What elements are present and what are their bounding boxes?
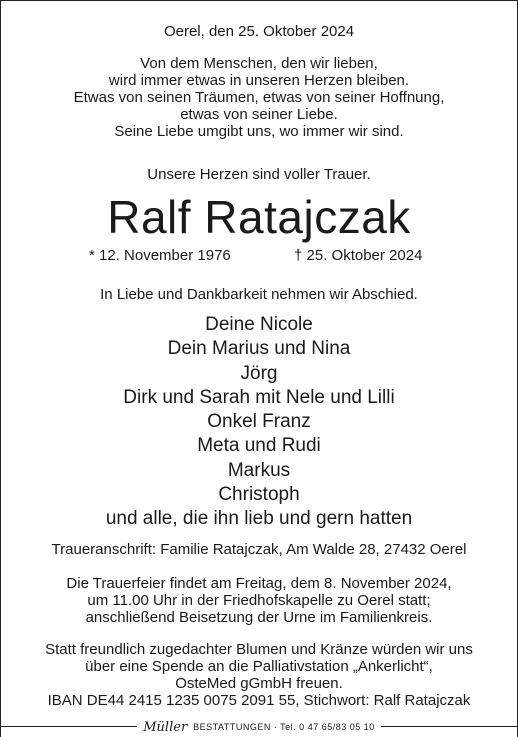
funeral-home-logo: Müller <box>143 719 188 735</box>
family-member: Deine Nicole <box>205 314 313 335</box>
date-line: Oerel, den 25. Oktober 2024 <box>163 23 355 40</box>
donation-line: über eine Spende an die Palliativstation „Ankerlicht“, <box>85 658 433 675</box>
poem-line: Seine Liebe umgibt uns, wo immer wir sind. <box>114 123 404 140</box>
poem-line: Etwas von seinen Träumen, etwas von seiner Hoffnung, <box>73 89 445 106</box>
mourning-address: Traueranschrift: Familie Ratajczak, Am Walde 28, 27432 Oerel <box>51 541 467 558</box>
family-member: Jörg <box>240 362 278 384</box>
family-member: Meta und Rudi <box>197 435 321 457</box>
donation-line: IBAN DE44 2415 1235 0075 2091 55, Stichwort: Ralf Ratajczak <box>47 692 471 709</box>
funeral-home-info: BESTATTUNGEN · Tel. 0 47 65/83 05 10 <box>193 722 375 732</box>
birth-date: * 12. November 1976 <box>89 247 231 264</box>
deceased-name: Ralf Ratajczak <box>107 191 411 243</box>
ceremony-line: Die Trauerfeier findet am Freitag, dem 8. November 2024, <box>66 575 452 592</box>
poem-line: Von dem Menschen, den wir lieben, <box>140 55 378 72</box>
donation-line: OsteMed gGmbH freuen. <box>175 675 343 692</box>
poem <box>1 55 517 140</box>
grief-line: Unsere Herzen sind voller Trauer. <box>147 166 371 183</box>
footer <box>1 717 517 737</box>
family-member: Dein Marius und Nina <box>167 338 351 360</box>
poem-line: wird immer etwas in unseren Herzen bleiben. <box>108 72 410 89</box>
ceremony-line: anschließend Beisetzung der Urne im Familienkreis. <box>85 609 433 626</box>
family-member: Markus <box>227 459 291 481</box>
ceremony-line: um 11.00 Uhr in der Friedhofskapelle zu Oerel statt; <box>87 592 431 609</box>
poem-line: etwas von seiner Liebe. <box>180 106 338 123</box>
donation-info <box>1 641 517 709</box>
family-member: Christoph <box>218 484 300 506</box>
family-member: Dirk und Sarah mit Nele und Lilli <box>123 386 395 408</box>
family-member: Onkel Franz <box>207 411 311 433</box>
ceremony-info <box>1 575 517 626</box>
family-list <box>1 313 517 532</box>
farewell-line: In Liebe und Dankbarkeit nehmen wir Abschied. <box>100 286 418 303</box>
family-member: und alle, die ihn lieb und gern hatten <box>105 508 413 530</box>
death-date: † 25. Oktober 2024 <box>294 247 423 264</box>
donation-line: Statt freundlich zugedachter Blumen und Kränze würden wir uns <box>45 641 473 658</box>
